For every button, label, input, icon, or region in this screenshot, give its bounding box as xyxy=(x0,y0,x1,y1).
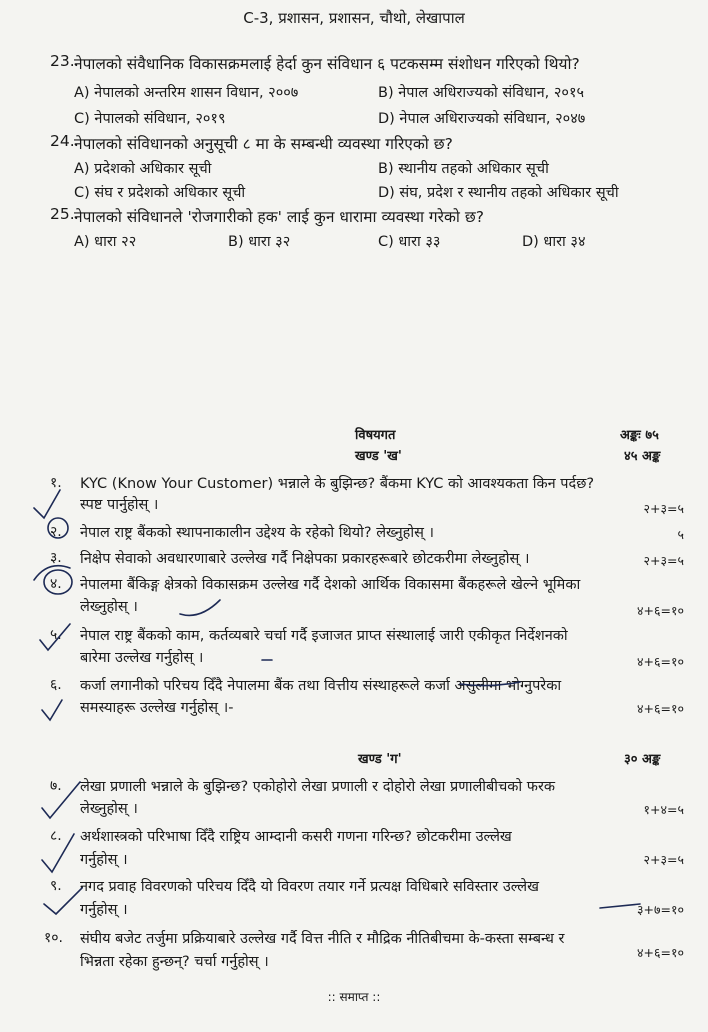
question-marks: २+३=५ xyxy=(643,501,684,516)
question-marks: ५ xyxy=(677,527,684,542)
end-marker: :: समाप्त :: xyxy=(327,990,381,1004)
question-number: ८. xyxy=(50,828,62,844)
question-text: संघीय बजेट तर्जुमा प्रक्रियाबारे उल्लेख गर्दै वित्त नीति र मौद्रिक नीतिबीचमा के-कस्ता सम्बन्ध र xyxy=(80,931,565,947)
question-text: नेपालको संवैधानिक विकासक्रमलाई हेर्दा कुन संविधान ६ पटकसम्म संशोधन गरिएको थियो? xyxy=(74,55,580,73)
question-marks: १+४=५ xyxy=(643,802,684,817)
question-marks: ३+७=१० xyxy=(637,902,684,917)
question-marks: ४+६=१० xyxy=(637,654,684,669)
option-c: C) नेपालको संविधान, २०१९ xyxy=(74,111,226,127)
question-number: १. xyxy=(50,475,62,491)
question-text-cont: बारेमा उल्लेख गर्नुहोस् । xyxy=(80,650,204,666)
question-text: लेखा प्रणाली भन्नाले के बुझिन्छ? एकोहोरो लेखा प्रणाली र दोहोरो लेखा प्रणालीबीचको फरक xyxy=(80,779,556,795)
question-text: नेपालमा बैंकिङ्ग क्षेत्रको विकासक्रम उल्लेख गर्दै देशको आर्थिक विकासमा बैंकहरूले खेल्ने भूमिका xyxy=(80,577,581,593)
question-text: नगद प्रवाह विवरणको परिचय दिँदै यो विवरण तयार गर्ने प्रत्यक्ष विधिबारे सविस्तार उल्लेख xyxy=(80,879,540,895)
question-number: 24. xyxy=(50,132,75,150)
subjective-title: विषयगत xyxy=(355,428,396,443)
question-number: १०. xyxy=(44,930,64,946)
question-text-cont: लेख्नुहोस् । xyxy=(80,599,138,615)
question-text-cont: गर्नुहोस् । xyxy=(80,902,128,918)
tick-mark xyxy=(34,490,60,518)
section-b-marks: ४५ अङ्क xyxy=(624,449,661,464)
question-marks: ४+६=१० xyxy=(637,603,684,618)
option-b: B) स्थानीय तहको अधिकार सूची xyxy=(378,161,549,177)
question-number: 23. xyxy=(50,52,75,70)
question-number: ४. xyxy=(50,576,62,592)
question-marks: २+३=५ xyxy=(643,852,684,867)
question-text-cont: गर्नुहोस् । xyxy=(80,852,128,868)
option-c: C) संघ र प्रदेशको अधिकार सूची xyxy=(74,185,246,201)
section-c-marks: ३० अङ्क xyxy=(624,752,661,767)
section-b-title: खण्ड 'ख' xyxy=(355,449,402,464)
question-text: अर्थशास्त्रको परिभाषा दिँदै राष्ट्रिय आम्दानी कसरी गणना गरिन्छ? छोटकरीमा उल्लेख xyxy=(80,829,512,845)
option-a: A) प्रदेशको अधिकार सूची xyxy=(74,161,212,177)
option-a: A) नेपालको अन्तरिम शासन विधान, २००७ xyxy=(74,85,299,101)
option-d: D) नेपाल अधिराज्यको संविधान, २०४७ xyxy=(378,111,586,127)
question-text: नेपाल राष्ट्र बैंकको काम, कर्तव्यबारे चर्चा गर्दै इजाजत प्राप्त संस्थालाई जारी एकीकृत निर्देशनको xyxy=(80,628,568,644)
question-text: नेपालको संविधानले 'रोजगारीको हक' लाई कुन धारामा व्यवस्था गरेको छ? xyxy=(74,208,484,226)
section-c-title: खण्ड 'ग' xyxy=(358,752,402,767)
question-number: ९. xyxy=(50,878,62,894)
page-header: C-3, प्रशासन, प्रशासन, चौथो, लेखापाल xyxy=(243,9,465,27)
question-number: ६. xyxy=(50,677,62,693)
question-number: ७. xyxy=(50,778,62,794)
question-text: निक्षेप सेवाको अवधारणाबारे उल्लेख गर्दै निक्षेपका प्रकारहरूबारे छोटकरीमा लेख्नुहोस् । xyxy=(80,551,530,567)
option-a: A) धारा २२ xyxy=(74,234,137,250)
underline-mark xyxy=(600,904,640,908)
question-text-cont: समस्याहरू उल्लेख गर्नुहोस् ।- xyxy=(80,700,234,716)
total-marks: अङ्कः ७५ xyxy=(620,428,659,443)
option-d: D) धारा ३४ xyxy=(522,234,586,250)
question-text-cont: स्पष्ट पार्नुहोस् । xyxy=(80,497,159,513)
option-b: B) धारा ३२ xyxy=(228,234,291,250)
underline-mark xyxy=(180,600,220,615)
tick-mark xyxy=(42,700,62,720)
question-marks: ४+६=१० xyxy=(637,701,684,716)
question-number: 25. xyxy=(50,205,75,223)
question-text: नेपालको संविधानको अनुसूची ८ मा के सम्बन्धी व्यवस्था गरिएको छ? xyxy=(74,135,453,153)
option-d: D) संघ, प्रदेश र स्थानीय तहको अधिकार सूची xyxy=(378,185,619,201)
question-number: ५. xyxy=(50,627,62,643)
question-text: KYC (Know Your Customer) भन्नाले के बुझिन्छ? बैंकमा KYC को आवश्यकता किन पर्दछ? xyxy=(80,476,595,492)
question-marks: २+३=५ xyxy=(643,553,684,568)
option-b: B) नेपाल अधिराज्यको संविधान, २०१५ xyxy=(378,85,585,101)
question-number: २. xyxy=(50,524,62,540)
question-text: कर्जा लगानीको परिचय दिँदै नेपालमा बैंक तथा वित्तीय संस्थाहरूले कर्जा असुलीमा भोग्नुपरेका xyxy=(80,678,562,694)
option-c: C) धारा ३३ xyxy=(378,234,441,250)
question-text-cont: लेख्नुहोस् । xyxy=(80,801,138,817)
question-text-cont: भिन्नता रहेका हुन्छन्? चर्चा गर्नुहोस् । xyxy=(80,954,269,970)
question-number: ३. xyxy=(50,550,62,566)
question-text: नेपाल राष्ट्र बैंकको स्थापनाकालीन उद्देश्य के रहेको थियो? लेख्नुहोस् । xyxy=(80,525,435,541)
question-marks: ४+६=१० xyxy=(637,945,684,960)
